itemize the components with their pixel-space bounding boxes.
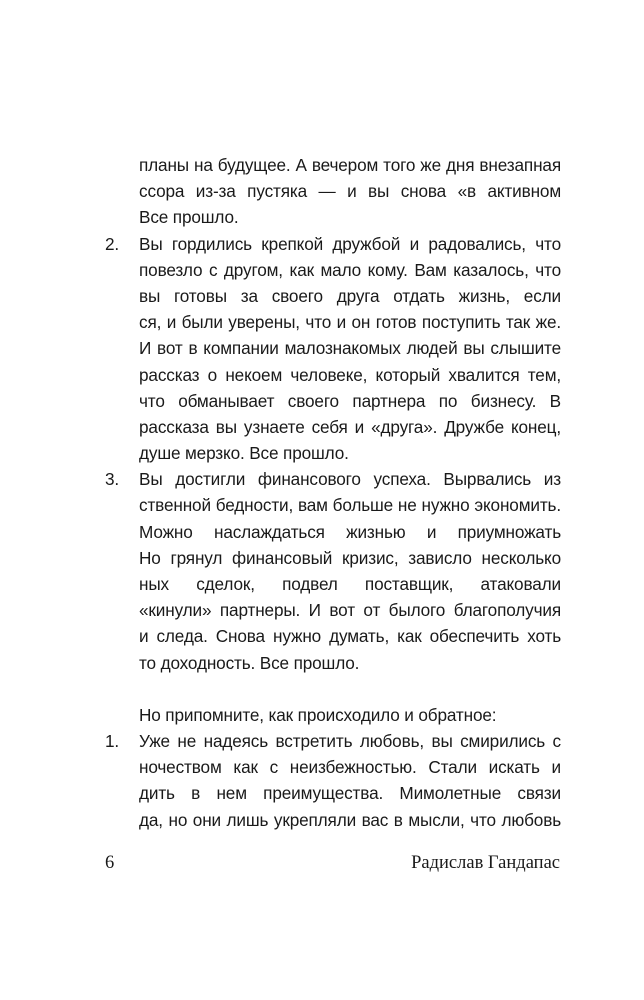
text-line: ссора из-за пустяка — и вы снова «в активном <box>139 181 561 202</box>
text-line: и следа. Снова нужно думать, как обеспечить хоть <box>139 626 561 647</box>
paragraph-gap <box>105 676 561 702</box>
body-text <box>105 152 561 833</box>
text-line: Можно наслаждаться жизнью и приумножать <box>139 521 561 542</box>
author-name: Радислав Гандапас <box>411 853 560 873</box>
text-line: планы на будущее. А вечером того же дня внезапная <box>139 155 561 175</box>
text-line: ственной бедности, вам больше не нужно экономить. <box>139 495 561 516</box>
list-item-1b <box>105 728 561 833</box>
text-line: ных сделок, подвел поставщик, атаковали <box>139 574 561 594</box>
text-line: рассказа вы узнаете себя и «друга». Дружбе конец, <box>139 416 561 437</box>
text-line: рассказ о некоем человеке, который хвалится тем, <box>139 364 561 385</box>
list-item-2 <box>105 231 561 467</box>
list-item-3 <box>105 466 561 676</box>
list-number: 3. <box>105 469 120 490</box>
page-number: 6 <box>105 853 115 873</box>
text-line: «кинули» партнеры. И вот от былого благополучия <box>139 600 561 621</box>
text-line: повезло с другом, как мало кому. Вам казалось, что <box>139 259 561 280</box>
text-line: ночеством как с неизбежностью. Стали искать и <box>139 757 561 778</box>
text-line: ся, и были уверены, что и он готов поступить так же. <box>139 312 561 333</box>
text-line: Вы достигли финансового успеха. Вырвались из <box>139 469 561 490</box>
text-line: да, но они лишь укрепляли вас в мысли, что любовь <box>139 809 561 830</box>
lead-in-paragraph: Но припомните, как происходило и обратное: <box>139 704 497 725</box>
list-number: 1. <box>105 730 120 751</box>
text-line: то доходность. Все прошло. <box>139 652 360 673</box>
list-item-1-continuation <box>105 152 561 231</box>
text-line: дить в нем преимущества. Мимолетные связи <box>139 783 561 804</box>
text-line: что обманывает своего партнера по бизнесу. В <box>139 390 561 411</box>
text-line: Все прошло. <box>139 207 239 228</box>
text-line: Но грянул финансовый кризис, зависло несколько <box>139 547 561 568</box>
text-line: душе мерзко. Все прошло. <box>139 443 349 464</box>
text-line: Уже не надеясь встретить любовь, вы смирились с <box>139 730 561 751</box>
list-number: 2. <box>105 233 120 254</box>
text-line: Вы гордились крепкой дружбой и радовались, что <box>139 233 561 254</box>
text-line: вы готовы за своего друга отдать жизнь, если <box>139 285 561 306</box>
text-line: И вот в компании малознакомых людей вы слышите <box>139 338 561 359</box>
